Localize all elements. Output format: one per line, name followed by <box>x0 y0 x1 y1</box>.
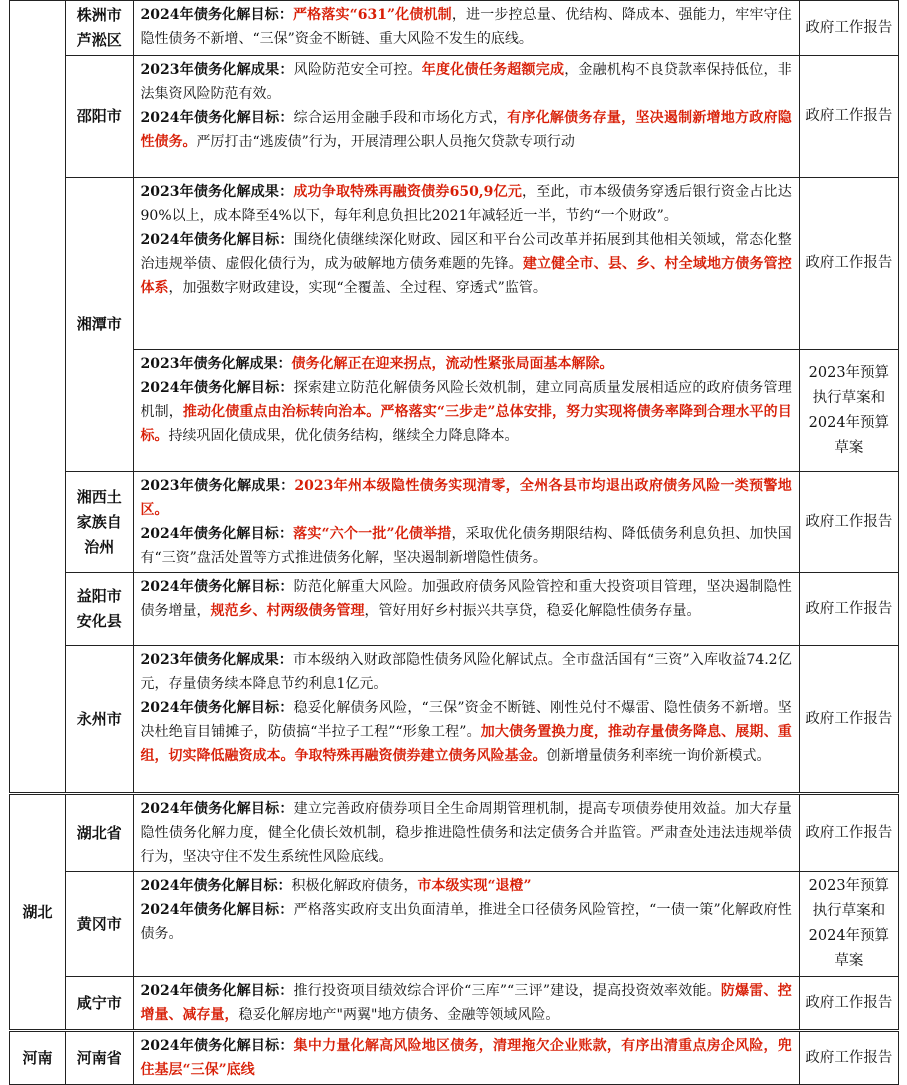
table-row <box>10 56 899 178</box>
province-cell <box>10 1 66 794</box>
paragraph: 2024年债务化解目标：建立完善政府债券项目全生命周期管理机制，提高专项债券使用效益。加大存量隐性债务化解力度，健全化债长效机制，稳步推进隐性债务和法定债务合并监管。严肃查处违法违规举债行为，坚决守住不发生系统性风险底线。 <box>140 801 792 865</box>
paragraph: 2024年债务化解目标：防范化解重大风险。加强政府债务风险管控和重大投资项目管理，坚决遏制隐性债务增量，规范乡、村两级债务管理，管好用好乡村振兴共享贷，稳妥化解隐性债务存量。 <box>140 579 792 619</box>
paragraph: 2023年债务化解成果：风险防范安全可控。年度化债任务超额完成，金融机构不良贷款率保持低位，非法集资风险防范有效。 <box>140 62 792 102</box>
source-cell: 政府工作报告 <box>799 56 898 178</box>
table-row <box>10 872 899 977</box>
content-cell <box>133 872 799 977</box>
paragraph: 2024年债务化解目标：严格落实政府支出负面清单，推进全口径债务风险管控，“一债一策”化解政府性债务。 <box>140 902 792 942</box>
paragraph: 2024年债务化解目标：落实“六个一批”化债举措，采取优化债务期限结构、降低债务利息负担、加快国有“三资”盘活处置等方式推进债务化解，坚决遏制新增隐性债务。 <box>140 526 792 566</box>
city-cell: 邵阳市 <box>65 56 133 178</box>
province-cell: 河南 <box>10 1031 66 1085</box>
source-cell: 政府工作报告 <box>799 794 898 872</box>
city-cell: 黄冈市 <box>65 872 133 977</box>
content-cell <box>133 350 799 472</box>
content-cell <box>133 977 799 1031</box>
table-row <box>10 573 899 646</box>
table-row <box>10 472 899 573</box>
paragraph: 2024年债务化解目标：推行投资项目绩效综合评价“三库”“三评”建设，提高投资效率效能。防爆雷、控增量、减存量，稳妥化解房地产"两翼"地方债务、金融等领域风险。 <box>140 983 792 1023</box>
city-cell: 益阳市安化县 <box>65 573 133 646</box>
city-cell: 株洲市芦淞区 <box>65 1 133 56</box>
table-row <box>10 794 899 872</box>
content-cell <box>133 1031 799 1085</box>
table-row <box>10 977 899 1031</box>
paragraph: 2024年债务化解目标：探索建立防范化解债务风险长效机制，建立同高质量发展相适应的政府债务管理机制，推动化债重点由治标转向治本。严格落实“三步走”总体安排，努力实现将债务率降到合理水平的目标。持续巩固化债成果，优化债务结构，继续全力降息降本。 <box>140 380 792 444</box>
content-cell <box>133 56 799 178</box>
paragraph: 2023年债务化解成果：成功争取特殊再融资债券650,9亿元，至此，市本级债务穿透后银行资金占比达90%以上，成本降至4%以下，每年利息负担比2021年减轻近一半，节约“一个财政”。 <box>140 184 792 224</box>
province-cell: 湖北 <box>10 794 66 1031</box>
city-cell: 湘潭市 <box>65 178 133 472</box>
paragraph: 2024年债务化解目标：稳妥化解债务风险，“三保”资金不断链、刚性兑付不爆雷、隐性债务不新增。坚决杜绝盲目铺摊子，防债搞“半拉子工程”“形象工程”。加大债务置换力度，推动存量债务降息、展期、重组，切实降低融资成本。争取特殊再融资债券建立债务风险基金。创新增量债务利率统一询价新模式。 <box>140 700 792 764</box>
source-cell: 政府工作报告 <box>799 1 898 56</box>
city-cell: 咸宁市 <box>65 977 133 1031</box>
source-cell: 政府工作报告 <box>799 178 898 350</box>
content-cell <box>133 472 799 573</box>
paragraph: 2024年债务化解目标：围绕化债继续深化财政、园区和平台公司改革并拓展到其他相关领域，常态化整治违规举债、虚假化债行为，成为破解地方债务难题的先锋。建立健全市、县、乡、村全域地方债务管控体系，加强数字财政建设，实现“全覆盖、全过程、穿透式”监管。 <box>140 232 792 296</box>
paragraph: 2024年债务化解目标：积极化解政府债务，市本级实现“退橙” <box>140 878 532 894</box>
content-cell <box>133 178 799 350</box>
content-cell <box>133 573 799 646</box>
content-cell <box>133 646 799 794</box>
city-cell: 永州市 <box>65 646 133 794</box>
source-cell: 2023年预算执行草案和2024年预算草案 <box>799 872 898 977</box>
source-cell: 政府工作报告 <box>799 1031 898 1085</box>
paragraph: 2024年债务化解目标：严格落实“631”化债机制，进一步控总量、优结构、降成本、强能力，牢牢守住隐性债务不新增、“三保”资金不断链、重大风险不发生的底线。 <box>140 7 792 47</box>
paragraph: 2024年债务化解目标：综合运用金融手段和市场化方式，有序化解债务存量，坚决遏制新增地方政府隐性债务。严厉打击“逃废债”行为，开展清理公职人员拖欠贷款专项行动 <box>140 110 792 150</box>
city-cell: 河南省 <box>65 1031 133 1085</box>
source-cell: 政府工作报告 <box>799 977 898 1031</box>
city-cell: 湖北省 <box>65 794 133 872</box>
source-cell: 政府工作报告 <box>799 573 898 646</box>
table-row <box>10 178 899 350</box>
source-cell: 政府工作报告 <box>799 646 898 794</box>
table-row <box>10 350 899 472</box>
table-row <box>10 1031 899 1085</box>
table-row <box>10 1 899 56</box>
source-cell: 政府工作报告 <box>799 472 898 573</box>
debt-resolution-table <box>9 0 899 1085</box>
source-cell: 2023年预算执行草案和2024年预算草案 <box>799 350 898 472</box>
paragraph: 2023年债务化解成果：市本级纳入财政部隐性债务风险化解试点。全市盘活国有“三资”入库收益74.2亿元，存量债务续本降息节约利息1亿元。 <box>140 652 792 692</box>
content-cell <box>133 794 799 872</box>
city-cell: 湘西土家族自治州 <box>65 472 133 573</box>
paragraph: 2024年债务化解目标：集中力量化解高风险地区债务，清理拖欠企业账款，有序出清重点房企风险，兜住基层“三保”底线 <box>140 1038 792 1078</box>
table-row <box>10 646 899 794</box>
paragraph: 2023年债务化解成果：债务化解正在迎来拐点，流动性紧张局面基本解除。 <box>140 356 614 372</box>
paragraph: 2023年债务化解成果：2023年州本级隐性债务实现清零，全州各县市均退出政府债务风险一类预警地区。 <box>140 478 792 518</box>
content-cell <box>133 1 799 56</box>
